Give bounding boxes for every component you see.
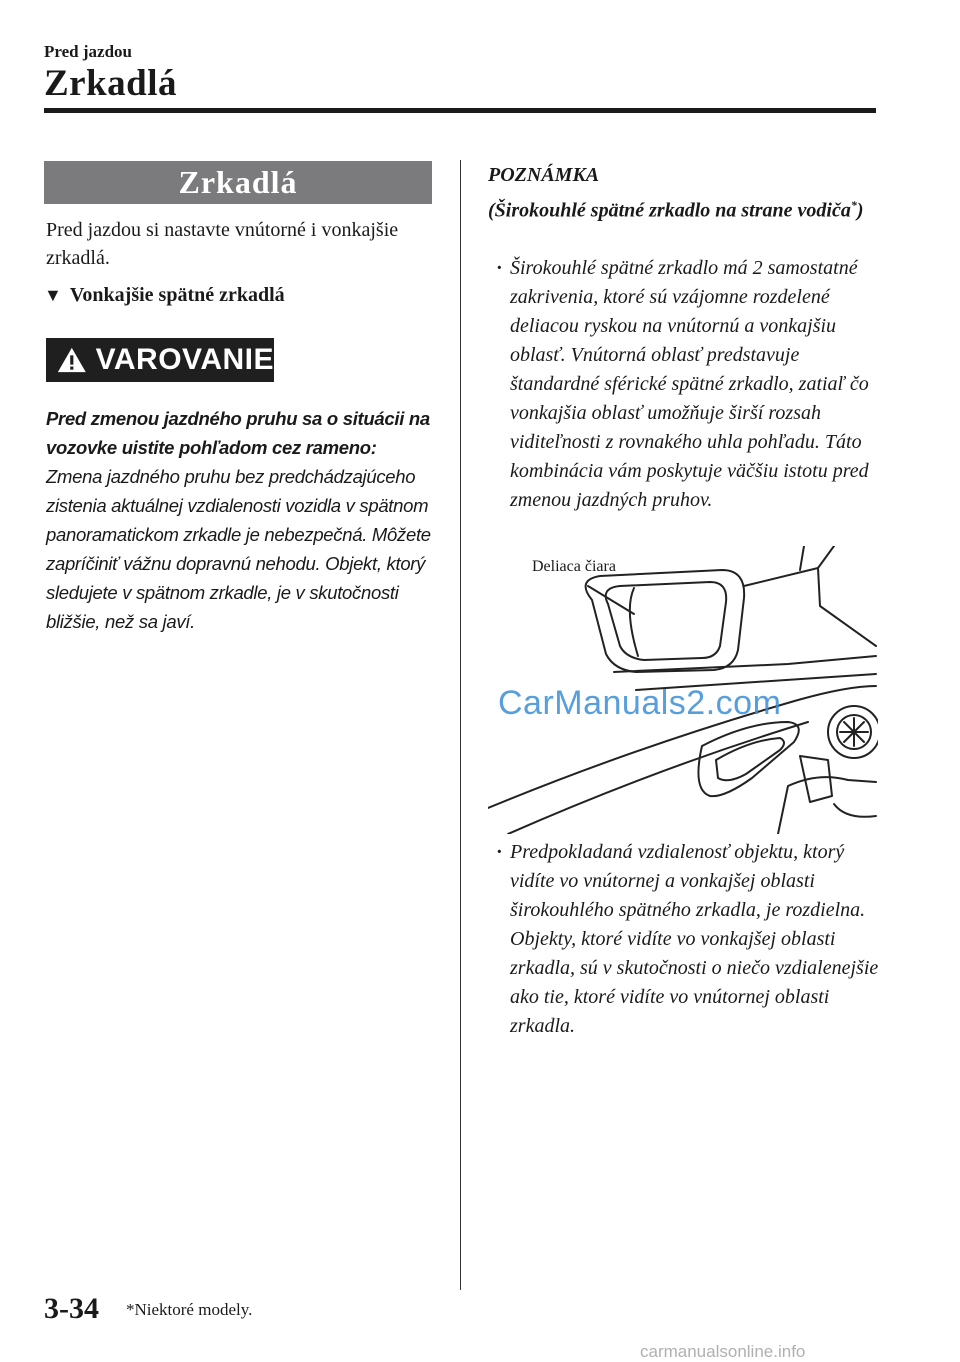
bullet-icon: · [496,257,503,279]
chapter-label: Pred jazdou [44,42,132,61]
section-title-bar: Zrkadlá [44,161,432,204]
page-title: Zrkadlá [44,63,178,104]
list-item [496,838,880,1041]
warning-triangle-icon [56,345,88,375]
bullet-icon: · [496,841,503,863]
note-heading [488,160,868,226]
warning-bold-text: Pred zmenou jazdného pruhu sa o situácii na vozovke uistite pohľadom cez rameno: [46,408,430,458]
list-item [496,254,880,515]
triangle-down-icon: ▼ [44,285,62,305]
intro-text: Pred jazdou si nastavte vnútorné i vonkajšie zrkadlá. [46,219,399,269]
subsection-heading-text: Vonkajšie spätné zrkadlá [69,284,285,306]
warning-badge [46,338,274,382]
title-divider [44,108,876,113]
figure-callout-label: Deliaca čiara [532,558,616,575]
note-subheading-text: (Širokouhlé spätné zrkadlo na strane vodiča [488,199,851,222]
footnote: *Niektoré modely. [126,1300,253,1319]
watermark-text: CarManuals2.com [498,684,782,722]
note-subheading-close: ) [856,199,864,222]
page-number: 3-34 [44,1292,99,1325]
footnote-marker: * [850,198,857,212]
column-divider [460,160,461,1290]
site-watermark: carmanualsonline.info [640,1342,806,1361]
warning-body-text: Zmena jazdného pruhu bez predchádzajúceho zistenia aktuálnej vzdialenosti vozidla v spätnom panoramatickom zrkadle je nebezpečná. Môžete zapríčiniť vážnu dopravnú nehodu. Objekt, ktorý sledujete v spätnom zrkadle, je v skutočnosti bližšie, než sa javí. [46,466,431,632]
bullet-text: Širokouhlé spätné zrkadlo má 2 samostatné zakrivenia, ktoré sú vzájomne rozdelené deliacou ryskou na vnútornú a vonkajšiu oblasť. Vnútorná oblasť predstavuje štandardné sférické spätné zrkadlo, zatiaľ čo vonkajšia oblasť umožňuje širší rozsah viditeľnosti z rovnakého uhla pohľadu. Táto kombinácia vám poskytuje väčšiu istotu pred zmenou jazdných pruhov. [510,257,869,511]
bullet-text: Predpokladaná vzdialenosť objektu, ktorý vidíte vo vnútornej a vonkajšej oblasti širokouhlého spätného zrkadla, je rozdielna. Objekty, ktoré vidíte vo vonkajšej oblasti zrkadla, sú v skutočnosti o niečo vzdialenejšie ako tie, ktoré vidíte vo vnútornej oblasti zrkadla. [510,841,879,1037]
warning-text [46,404,436,636]
note-subheading [488,190,868,226]
note-label: POZNÁMKA [488,164,600,186]
subsection-heading [44,284,285,307]
warning-label: VAROVANIE [95,343,274,376]
